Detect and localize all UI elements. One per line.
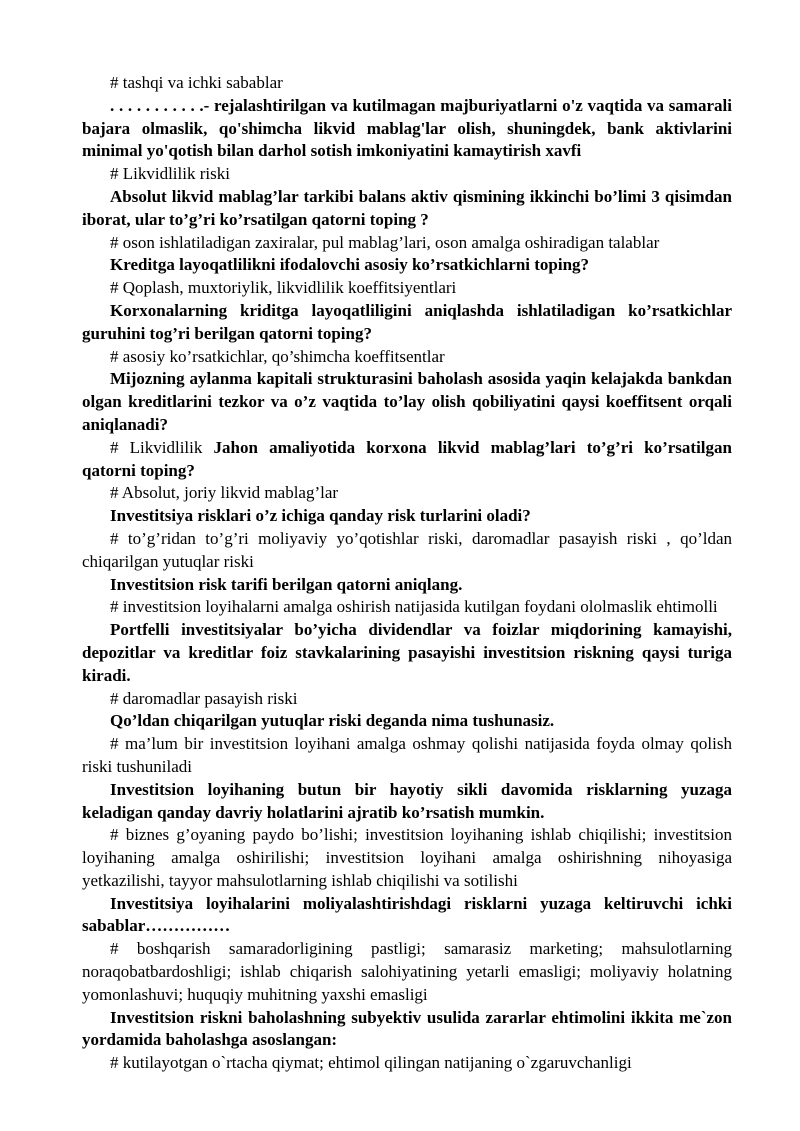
answer-line <box>82 733 732 779</box>
question-text: Qo’ldan chiqarilgan yutuqlar riski deganda nima tushunasiz. <box>110 711 555 731</box>
answer-text: # Likvidlilik riski <box>110 164 230 184</box>
question-line <box>82 368 732 436</box>
question-line <box>82 574 732 597</box>
answer-line <box>82 688 732 711</box>
question-line <box>82 1007 732 1053</box>
answer-line <box>82 596 732 619</box>
question-line <box>82 710 732 733</box>
question-text: Portfelli investitsiyalar bo’yicha dividendlar va foizlar miqdorining kamayishi, depozitlar va kreditlar foiz stavkalarining pasayishi investitsion riskning qaysi turiga kiradi. <box>82 620 732 685</box>
question-line <box>82 779 732 825</box>
answer-text: # to’g’ridan to’g’ri moliyaviy yo’qotishlar riski, daromadlar pasayish riski , qo’ldan chiqarilgan yutuqlar riski <box>82 528 732 571</box>
answer-text: # ma’lum bir investitsion loyihani amalga oshmay qolishi natijasida foyda olmay qolish riski tushuniladi <box>82 734 732 776</box>
question-text: . . . . . . . . . . .- rejalashtirilgan va kutilmagan majburiyatlarni o'z vaqtida va samarali bajara olmaslik, qo'shimcha likvid mablag'lar olish, shuningdek, bank aktivlarini minimal yo'qotish bilan darhol sotish imkoniyatini kamaytirish xavfi <box>82 95 732 161</box>
answer-line <box>82 824 732 892</box>
answer-line <box>82 482 732 505</box>
question-line <box>82 186 732 232</box>
question-text: Investitsiya risklari o’z ichiga qanday risk turlarini oladi? <box>110 506 531 526</box>
answer-line <box>82 163 732 186</box>
question-line <box>82 619 732 687</box>
answer-text: # boshqarish samaradorligining pastligi; samarasiz marketing; mahsulotlarning noraqobatbardoshligi; ishlab chiqarish salohiyatining yetarli emasligi; moliyaviy holatning yomonlashuvi; huquqiy muhitning yaxshi emasligi <box>82 939 732 1004</box>
question-text: Investitsion loyihaning butun bir hayotiy sikli davomida risklarning yuzaga keladigan qanday davriy holatlarini ajratib ko’rsatish mumkin. <box>82 779 732 822</box>
question-text: Mijozning aylanma kapitali strukturasini baholash asosida yaqin kelajakda bankdan olgan kreditlarini tezkor va o’z vaqtida to’lay olish qobiliyatini qaysi koeffitsent orqali aniqlanadi? <box>82 369 732 434</box>
answer-text: # kutilayotgan o`rtacha qiymat; ehtimol qilingan natijaning o`zgaruvchanligi <box>110 1053 632 1073</box>
answer-text: # tashqi va ichki sabablar <box>110 73 283 92</box>
question-line <box>82 505 732 528</box>
question-text: Investitsion risk tarifi berilgan qatorni aniqlang. <box>110 574 463 594</box>
question-text: Jahon amaliyotida korxona likvid mablag’lari to’g’ri ko’rsatilgan qatorni toping? <box>82 437 732 480</box>
answer-text: # daromadlar pasayish riski <box>110 688 298 708</box>
question-text: Absolut likvid mablag’lar tarkibi balans aktiv qismining ikkinchi bo’limi 3 qisimdan iborat, ular to’g’ri ko’rsatilgan qatorni toping ? <box>82 186 732 229</box>
question-text: Kreditga layoqatlilikni ifodalovchi asosiy ko’rsatkichlarni toping? <box>110 255 590 275</box>
question-line <box>82 893 732 939</box>
answer-text: # asosiy ko’rsatkichlar, qo’shimcha koeffitsentlar <box>110 346 445 366</box>
answer-line <box>82 72 732 95</box>
answer-line <box>82 1052 732 1075</box>
answer-text: # Likvidlilik <box>110 437 214 457</box>
answer-line <box>82 277 732 300</box>
answer-text: # oson ishlatiladigan zaxiralar, pul mablag’lari, oson amalga oshiradigan talablar <box>110 232 660 252</box>
question-text: Investitsion riskni baholashning subyektiv usulida zararlar ehtimolini ikkita me`zon yordamida baholashga asoslangan: <box>82 1007 732 1050</box>
answer-text: # investitsion loyihalarni amalga oshirish natijasida kutilgan foydani ololmaslik ehtimolli <box>110 597 718 617</box>
question-text: Investitsiya loyihalarini moliyalashtirishdagi risklarni yuzaga keltiruvchi ichki sabablar…………… <box>82 893 732 936</box>
answer-line <box>82 938 732 1006</box>
question-text: Korxonalarning kriditga layoqatliligini aniqlashda ishlatiladigan ko’rsatkichlar guruhini tog’ri berilgan qatorni toping? <box>82 300 732 343</box>
answer-text: # Absolut, joriy likvid mablag’lar <box>110 483 339 503</box>
question-line <box>82 254 732 277</box>
answer-text: # biznes g’oyaning paydo bo’lishi; investitsion loyihaning ishlab chiqilishi; investitsion loyihaning amalga oshirilishi; investitsion loyihani amalga oshirishning nihoyasiga yetkazilishi, tayyor mahsulotlarning ishlab chiqilishi va sotilishi <box>82 825 732 890</box>
question-line <box>82 300 732 346</box>
answer-text: # Qoplash, muxtoriylik, likvidlilik koeffitsiyentlari <box>110 278 457 298</box>
answer-line <box>82 232 732 255</box>
answer-line <box>82 528 732 574</box>
answer-line <box>82 346 732 369</box>
answer-question-line <box>82 437 732 483</box>
question-line <box>82 95 732 163</box>
